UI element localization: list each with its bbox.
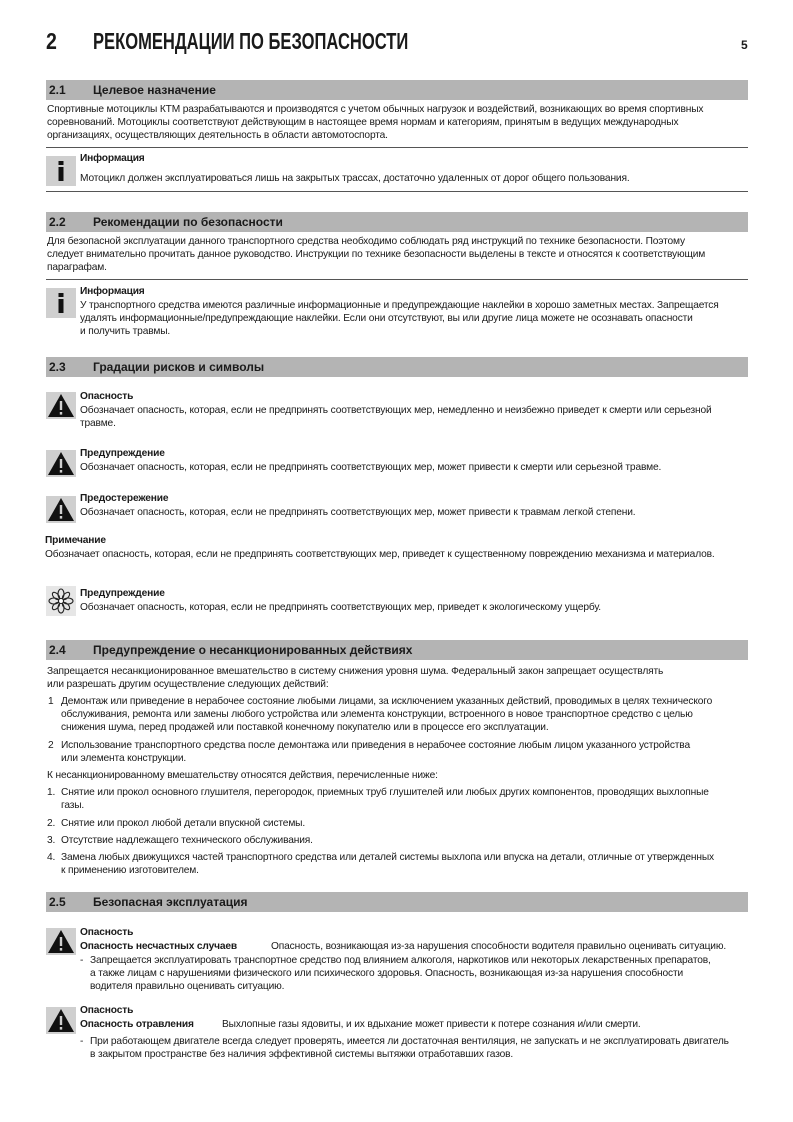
section-2-2-header <box>46 212 748 232</box>
item-number: 1 <box>48 696 54 707</box>
list-number: 2. <box>47 818 56 829</box>
section-2-1-header <box>46 80 748 100</box>
danger-text: Опасность, возникающая из-за нарушения способности водителя правильно оценивать ситуацию. <box>271 941 726 952</box>
list-line: Отсутствие надлежащего технического обслуживания. <box>61 835 313 846</box>
section-title: Безопасная эксплуатация <box>93 895 248 909</box>
info-line: удалять информационные/предупреждающие наклейки. Если они отсутствуют, вы или другие лица можете не осознавать опасности <box>80 313 693 324</box>
info-line: У транспортного средства имеются различные информационные и предупреждающие наклейки в хорошо заметных местах. Запрещается <box>80 300 719 311</box>
bullet-line: При работающем двигателе всегда следует проверять, имеется ли достаточная вентиляция, не запускать и не эксплуатировать двигатель <box>90 1036 729 1047</box>
section-number: 2.1 <box>49 83 66 97</box>
list-number: 3. <box>47 835 56 846</box>
section-number: 2.3 <box>49 360 66 374</box>
section-title: Предупреждение о несанкционированных действиях <box>93 643 413 657</box>
item-line: Демонтаж или приведение в нерабочее состояние любыми лицами, за исключением указанных действий, проводимых в целях технического <box>61 696 713 707</box>
warning-title: Предупреждение <box>80 448 165 459</box>
section-2-5-header <box>46 892 748 912</box>
paragraph-line: Для безопасной эксплуатации данного транспортного средства необходимо соблюдать ряд инструкций по технике безопасности. Поэтому <box>47 236 685 247</box>
caution-title: Предостережение <box>80 493 169 504</box>
item-line: Использование транспортного средства после демонтажа или приведения в нерабочее состояние любым лицом указанного устройства <box>61 740 690 751</box>
list-number: 4. <box>47 852 56 863</box>
list-line: Замена любых движущихся частей транспортного средства или деталей системы выхлопа или впуска на детали, отличные от утвержденных <box>61 852 714 863</box>
danger-title: Опасность <box>80 1005 134 1016</box>
caution-text: Обозначает опасность, которая, если не предпринять соответствующих мер, может привести к травмам легкой степени. <box>80 507 636 518</box>
warning-icon <box>46 450 76 477</box>
page-number: 5 <box>741 38 748 52</box>
list-line: Снятие или прокол любой детали впускной системы. <box>61 818 306 829</box>
list-line: Снятие или прокол основного глушителя, перегородок, приемных труб глушителей или любых других компонентов, проводящих выхлопные <box>61 787 709 798</box>
item-line: или элемента конструкции. <box>61 753 187 764</box>
section-number: 2.5 <box>49 895 66 909</box>
danger-warning-icon <box>46 392 76 419</box>
paragraph-line: организациях, осуществляющих деятельность в области автомотоспорта. <box>47 130 388 141</box>
bullet-line: водителя правильно оценивать ситуацию. <box>90 981 285 992</box>
section-title: Рекомендации по безопасности <box>93 215 283 229</box>
info-title: Информация <box>80 286 145 297</box>
note-text: Обозначает опасность, которая, если не предпринять соответствующих мер, приведет к существенному повреждению механизма и материалов. <box>45 549 715 560</box>
bullet-line: а также лицам с нарушениями физического или психического здоровья. Опасность, возникающая из-за нарушения способности <box>90 968 684 979</box>
danger-subtitle: Опасность отравления <box>80 1019 194 1030</box>
info-line: и получить травмы. <box>80 326 171 337</box>
bullet-dash: - <box>80 955 84 966</box>
section-title: Градации рисков и символы <box>93 360 265 374</box>
note-title: Примечание <box>45 535 106 546</box>
item-line: снижения шума, перед продажей или поставкой конечному покупателю или в процессе его эксплуатации. <box>61 722 549 733</box>
caution-icon <box>46 496 76 523</box>
paragraph-line: параграфам. <box>47 262 107 273</box>
env-text: Обозначает опасность, которая, если не предпринять соответствующих мер, приведет к экологическому ущербу. <box>80 602 601 613</box>
divider <box>46 279 748 280</box>
info-text: Мотоцикл должен эксплуатироваться лишь на закрытых трассах, достаточно удаленных от дорог общего пользования. <box>80 173 630 184</box>
danger-warning-icon <box>46 1007 76 1034</box>
paragraph-line: К несанкционированному вмешательству относятся действия, перечисленные ниже: <box>47 770 438 781</box>
warning-text: Обозначает опасность, которая, если не предпринять соответствующих мер, может привести к смерти или серьезной травме. <box>80 462 662 473</box>
info-icon <box>46 288 76 318</box>
item-number: 2 <box>48 740 54 751</box>
danger-title: Опасность <box>80 391 134 402</box>
danger-line: Обозначает опасность, которая, если не предпринять соответствующих мер, немедленно и неизбежно приведет к смерти или серьезной <box>80 405 712 416</box>
info-title: Информация <box>80 153 145 164</box>
paragraph-line: соревнований. Мотоциклы соответствуют действующим в настоящее время нормам и категориям, принятым в ведущих международных <box>47 117 679 128</box>
section-2-4-header <box>46 640 748 660</box>
list-line: к применению изготовителем. <box>61 865 199 876</box>
danger-title: Опасность <box>80 927 134 938</box>
danger-warning-icon <box>46 928 76 955</box>
list-line: газы. <box>61 800 85 811</box>
danger-line: травме. <box>80 418 116 429</box>
section-number: 2.4 <box>49 643 66 657</box>
paragraph-line: Спортивные мотоциклы КТМ разрабатываются и производятся с учетом обычных нагрузок и воздействий, возникающих во время спортивных <box>47 104 704 115</box>
danger-text: Выхлопные газы ядовиты, и их вдыхание может привести к потере сознания и/или смерти. <box>222 1019 641 1030</box>
section-2-3-header <box>46 357 748 377</box>
info-icon <box>46 156 76 186</box>
paragraph-line: или разрешать другим осуществление следующих действий: <box>47 679 329 690</box>
section-number: 2.2 <box>49 215 66 229</box>
chapter-number: 2 <box>46 28 57 54</box>
item-line: обслуживания, ремонта или замены любого устройства или элемента конструкции, встроенного в новое транспортное средство с целью <box>61 709 693 720</box>
chapter-title: РЕКОМЕНДАЦИИ ПО БЕЗОПАСНОСТИ <box>93 28 409 54</box>
bullet-line: Запрещается эксплуатировать транспортное средство под влиянием алкоголя, наркотиков или некоторых лекарственных препаратов, <box>90 955 711 966</box>
section-title: Целевое назначение <box>93 83 216 97</box>
env-title: Предупреждение <box>80 588 165 599</box>
paragraph-line: следует внимательно прочитать данное руководство. Инструкции по технике безопасности выделены в тексте и относятся к соответствующим <box>47 249 706 260</box>
danger-subtitle: Опасность несчастных случаев <box>80 941 238 952</box>
divider <box>46 191 748 192</box>
divider <box>46 147 748 148</box>
bullet-dash: - <box>80 1036 84 1047</box>
list-number: 1. <box>47 787 56 798</box>
environment-flower-icon <box>46 586 76 616</box>
bullet-line: в закрытом пространстве без наличия эффективной системы вытяжки отработавших газов. <box>90 1049 514 1060</box>
paragraph-line: Запрещается несанкционированное вмешательство в систему снижения уровня шума. Федеральный закон запрещает осуществлять <box>47 666 664 677</box>
